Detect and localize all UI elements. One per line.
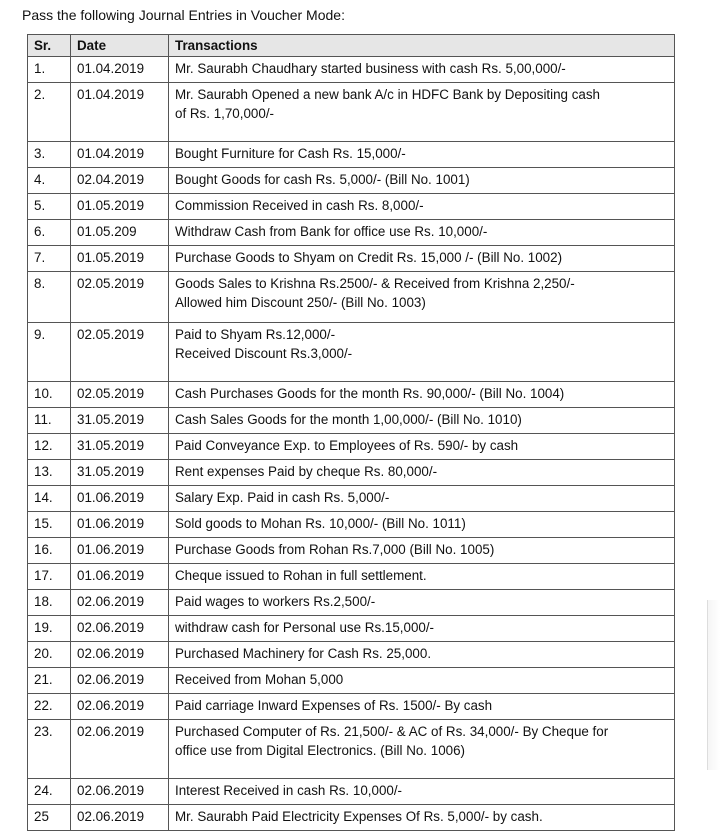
table-row [28, 668, 675, 694]
cell-sr: 8. [28, 272, 71, 323]
cell-date: 02.06.2019 [71, 616, 169, 642]
cell-sr: 12. [28, 434, 71, 460]
transaction-line: Interest Received in cash Rs. 10,000/- [175, 783, 403, 798]
transaction-line: Sold goods to Mohan Rs. 10,000/- (Bill No. 1011) [175, 516, 466, 531]
header-sr: Sr. [28, 35, 71, 57]
table-row [28, 434, 675, 460]
transaction-line: Paid wages to workers Rs.2,500/- [175, 594, 376, 609]
cell-transaction [169, 779, 675, 805]
transaction-line: Paid carriage Inward Expenses of Rs. 1500/- By cash [175, 698, 493, 713]
transaction-line: Cheque issued to Rohan in full settlement. [175, 568, 427, 583]
transaction-line: office use from Digital Electronics. (Bill No. 1006) [175, 743, 465, 758]
cell-sr: 6. [28, 220, 71, 246]
header-transactions: Transactions [169, 35, 675, 57]
cell-date: 01.06.2019 [71, 538, 169, 564]
table-body [28, 57, 675, 831]
cell-transaction [169, 83, 675, 142]
cell-date: 01.06.2019 [71, 486, 169, 512]
cell-transaction [169, 168, 675, 194]
cell-sr: 21. [28, 668, 71, 694]
cell-sr: 14. [28, 486, 71, 512]
cell-transaction [169, 272, 675, 323]
cell-sr: 15. [28, 512, 71, 538]
table-row [28, 564, 675, 590]
cell-sr: 20. [28, 642, 71, 668]
cell-sr: 22. [28, 694, 71, 720]
cell-transaction [169, 246, 675, 272]
transaction-line: Allowed him Discount 250/- (Bill No. 1003) [175, 295, 426, 310]
page-edge-shadow [707, 600, 720, 770]
table-row [28, 83, 675, 142]
cell-sr: 18. [28, 590, 71, 616]
cell-transaction [169, 382, 675, 408]
cell-sr: 5. [28, 194, 71, 220]
cell-transaction [169, 616, 675, 642]
cell-date: 02.06.2019 [71, 779, 169, 805]
cell-transaction [169, 805, 675, 831]
table-row [28, 805, 675, 831]
transaction-line: Commission Received in cash Rs. 8,000/- [175, 198, 424, 213]
table-row [28, 460, 675, 486]
table-row [28, 382, 675, 408]
table-row [28, 694, 675, 720]
cell-sr: 7. [28, 246, 71, 272]
cell-transaction [169, 720, 675, 779]
cell-transaction [169, 57, 675, 83]
cell-date: 02.06.2019 [71, 642, 169, 668]
cell-date: 02.05.2019 [71, 272, 169, 323]
transaction-line: Received from Mohan 5,000 [175, 672, 344, 687]
transaction-line: Bought Furniture for Cash Rs. 15,000/- [175, 146, 406, 161]
table-row [28, 616, 675, 642]
transaction-line: of Rs. 1,70,000/- [175, 106, 274, 121]
table-header-row [28, 35, 675, 57]
cell-date: 31.05.2019 [71, 460, 169, 486]
cell-transaction [169, 694, 675, 720]
cell-date: 01.05.2019 [71, 194, 169, 220]
cell-date: 02.05.2019 [71, 382, 169, 408]
cell-sr: 24. [28, 779, 71, 805]
cell-date: 01.06.2019 [71, 512, 169, 538]
transaction-line: Purchased Machinery for Cash Rs. 25,000. [175, 646, 432, 661]
cell-transaction [169, 538, 675, 564]
cell-date: 31.05.2019 [71, 434, 169, 460]
table-row [28, 194, 675, 220]
cell-date: 02.06.2019 [71, 590, 169, 616]
cell-date: 02.06.2019 [71, 805, 169, 831]
transaction-line: Cash Sales Goods for the month 1,00,000/- (Bill No. 1010) [175, 412, 522, 427]
table-row [28, 538, 675, 564]
cell-date: 01.06.2019 [71, 564, 169, 590]
cell-sr: 19. [28, 616, 71, 642]
cell-transaction [169, 194, 675, 220]
transaction-line: withdraw cash for Personal use Rs.15,000/- [175, 620, 435, 635]
cell-sr: 11. [28, 408, 71, 434]
transaction-line: Received Discount Rs.3,000/- [175, 346, 353, 361]
cell-date: 02.04.2019 [71, 168, 169, 194]
transaction-line: Withdraw Cash from Bank for office use Rs. 10,000/- [175, 224, 488, 239]
cell-date: 01.05.209 [71, 220, 169, 246]
journal-entries-table [27, 34, 675, 831]
cell-date: 02.06.2019 [71, 694, 169, 720]
table-row [28, 486, 675, 512]
cell-date: 01.04.2019 [71, 142, 169, 168]
cell-date: 01.04.2019 [71, 83, 169, 142]
transaction-line: Goods Sales to Krishna Rs.2500/- & Received from Krishna 2,250/- [175, 276, 575, 291]
table-row [28, 168, 675, 194]
cell-sr: 16. [28, 538, 71, 564]
transaction-line: Rent expenses Paid by cheque Rs. 80,000/- [175, 464, 438, 479]
cell-date: 31.05.2019 [71, 408, 169, 434]
table-row [28, 220, 675, 246]
table-row [28, 57, 675, 83]
transaction-line: Purchased Computer of Rs. 21,500/- & AC of Rs. 34,000/- By Cheque for [175, 724, 609, 739]
cell-sr: 1. [28, 57, 71, 83]
table-row [28, 590, 675, 616]
table-row [28, 642, 675, 668]
cell-transaction [169, 564, 675, 590]
table-row [28, 512, 675, 538]
cell-date: 02.06.2019 [71, 720, 169, 779]
cell-sr: 25 [28, 805, 71, 831]
cell-transaction [169, 142, 675, 168]
cell-sr: 9. [28, 323, 71, 382]
cell-transaction [169, 460, 675, 486]
cell-sr: 3. [28, 142, 71, 168]
transaction-line: Mr. Saurabh Paid Electricity Expenses Of Rs. 5,000/- by cash. [175, 809, 543, 824]
cell-date: 02.06.2019 [71, 668, 169, 694]
table-row [28, 779, 675, 805]
cell-sr: 4. [28, 168, 71, 194]
cell-transaction [169, 642, 675, 668]
cell-transaction [169, 408, 675, 434]
transaction-line: Paid to Shyam Rs.12,000/- [175, 327, 336, 342]
cell-date: 01.04.2019 [71, 57, 169, 83]
cell-sr: 10. [28, 382, 71, 408]
table-row [28, 720, 675, 779]
table-row [28, 323, 675, 382]
cell-transaction [169, 323, 675, 382]
transaction-line: Paid Conveyance Exp. to Employees of Rs. 590/- by cash [175, 438, 519, 453]
cell-sr: 2. [28, 83, 71, 142]
cell-date: 01.05.2019 [71, 246, 169, 272]
cell-sr: 23. [28, 720, 71, 779]
table-row [28, 246, 675, 272]
transaction-line: Bought Goods for cash Rs. 5,000/- (Bill No. 1001) [175, 172, 470, 187]
cell-sr: 17. [28, 564, 71, 590]
transaction-line: Salary Exp. Paid in cash Rs. 5,000/- [175, 490, 390, 505]
transaction-line: Mr. Saurabh Chaudhary started business with cash Rs. 5,00,000/- [175, 61, 566, 76]
transaction-line: Purchase Goods to Shyam on Credit Rs. 15,000 /- (Bill No. 1002) [175, 250, 563, 265]
cell-transaction [169, 434, 675, 460]
cell-transaction [169, 590, 675, 616]
transaction-line: Cash Purchases Goods for the month Rs. 90,000/- (Bill No. 1004) [175, 386, 565, 401]
page-heading: Pass the following Journal Entries in Voucher Mode: [22, 7, 345, 23]
table-row [28, 142, 675, 168]
transaction-line: Mr. Saurabh Opened a new bank A/c in HDFC Bank by Depositing cash [175, 87, 601, 102]
table-row [28, 272, 675, 323]
transaction-line: Purchase Goods from Rohan Rs.7,000 (Bill No. 1005) [175, 542, 495, 557]
cell-transaction [169, 486, 675, 512]
cell-transaction [169, 668, 675, 694]
header-date: Date [71, 35, 169, 57]
table-row [28, 408, 675, 434]
cell-sr: 13. [28, 460, 71, 486]
cell-transaction [169, 220, 675, 246]
cell-date: 02.05.2019 [71, 323, 169, 382]
cell-transaction [169, 512, 675, 538]
